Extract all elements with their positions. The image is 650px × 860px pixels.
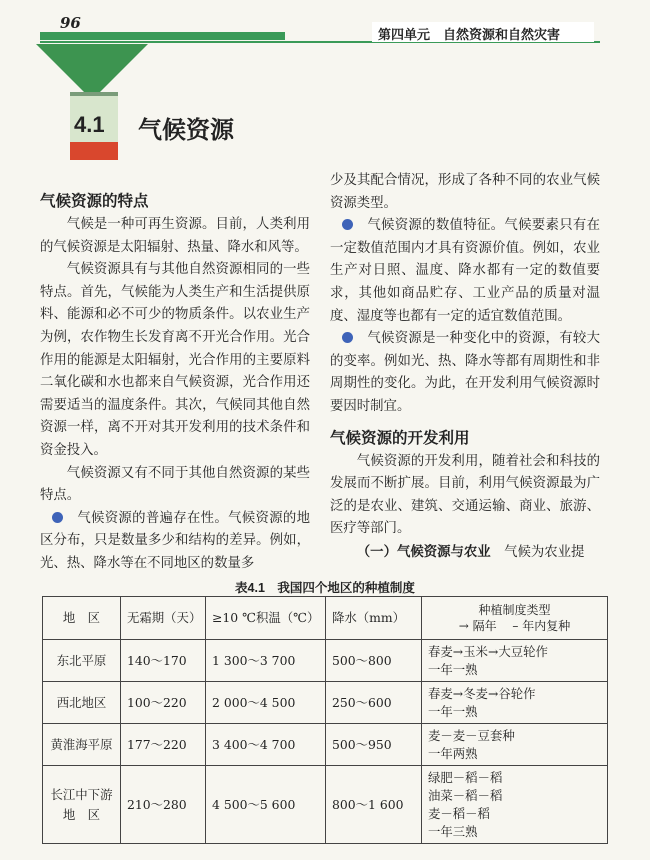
paragraph: 气候资源又有不同于其他自然资源的某些特点。 bbox=[40, 465, 310, 504]
header-system: 种植制度类型 → 隔年 – 年内复种 bbox=[422, 597, 608, 640]
table-caption: 表4.1 我国四个地区的种植制度 bbox=[235, 581, 415, 595]
planting-system-table bbox=[42, 596, 608, 844]
paragraph: 气候是一种可再生资源。目前，人类利用的气候资源是太阳辐射、热量、降水和风等。 bbox=[40, 217, 310, 255]
right-column bbox=[330, 170, 600, 565]
chapter-box-red-band bbox=[70, 142, 118, 160]
bullet-dot-icon bbox=[52, 512, 63, 523]
paragraph-continuation: 少及其配合情况，形成了各种不同的农业气候资源类型。 bbox=[330, 173, 600, 211]
table-row: 黄淮海平原 177～220 3 400～4 700 500～950 麦－麦－豆套种 一年两熟 bbox=[43, 724, 608, 766]
header-precip: 降水（mm） bbox=[326, 597, 422, 640]
bullet-paragraph: 气候资源的数值特征。气候要素只有在一定数值范围内才具有资源价值。例如，农业生产对日照、温度、降水都有一定的数值要求，其他如商品贮存、工业产品的质量对温度、湿度等也都有一定的适宜数值范围。 bbox=[330, 218, 600, 324]
bullet-paragraph: 气候资源的普遍存在性。气候资源的地区分布，只是数量多少和结构的差异。例如，光、热、降水等在不同地区的数量多 bbox=[40, 510, 310, 571]
header-region: 地 区 bbox=[43, 597, 121, 640]
header-accum-temp: ≥10 ℃积温（℃） bbox=[206, 597, 326, 640]
bullet-dot-icon bbox=[342, 332, 353, 343]
subsection-heading: （一）气候资源与农业 bbox=[356, 543, 491, 559]
table-row: 西北地区 100～220 2 000～4 500 250～600 春麦→冬麦→谷轮作 一年一熟 bbox=[43, 682, 608, 724]
section-heading-features: 气候资源的特点 bbox=[40, 193, 149, 210]
header-frost: 无霜期（天） bbox=[121, 597, 206, 640]
header-rule bbox=[40, 32, 285, 40]
section-heading-development: 气候资源的开发利用 bbox=[330, 429, 470, 447]
chapter-box-top bbox=[70, 92, 118, 96]
chapter-title: 气候资源 bbox=[138, 115, 234, 144]
subsection-line: （一）气候资源与农业 气候为农业提 bbox=[356, 543, 585, 560]
table-row: 东北平原 140～170 1 300～3 700 500～800 春麦→玉米→大豆轮作 一年一熟 bbox=[43, 640, 608, 682]
paragraph: 气候资源的开发利用，随着社会和科技的发展而不断扩展。目前，利用气候资源最为广泛的是农业、建筑、交通运输、商业、旅游、医疗等部门。 bbox=[330, 453, 600, 537]
chapter-number: 4.1 bbox=[74, 112, 105, 137]
bullet-dot-icon bbox=[342, 219, 353, 230]
page-number: 96 bbox=[60, 14, 81, 32]
paragraph: 气候资源具有与其他自然资源相同的一些特点。首先，气候能为人类生产和生活提供原料、能源和必不可少的物质条件。以农业生产为例，农作物生长发育离不开光合作用。光合作用的能源是太阳辐射，光合作用的主要原料二氧化碳和水也都来自气候资源，光合作用还需要适当的温度条件。其次，气候同其他自然资源一样，离不开对其开发利用的技术条件和资金投入。 bbox=[40, 262, 310, 458]
unit-title: 第四单元 自然资源和自然灾害 bbox=[378, 28, 561, 43]
table-row: 长江中下游地 区 210～280 4 500～5 600 800～1 600 绿肥－稻－稻 油菜－稻－稻 麦－稻－稻 一年三熟 bbox=[43, 766, 608, 844]
bullet-paragraph: 气候资源是一种变化中的资源，有较大的变率。例如光、热、降水等都有周期性和非周期性的变化。为此，在开发利用气候资源时要因时制宜。 bbox=[330, 331, 600, 414]
left-column bbox=[40, 190, 310, 576]
table-header-row bbox=[43, 597, 608, 640]
